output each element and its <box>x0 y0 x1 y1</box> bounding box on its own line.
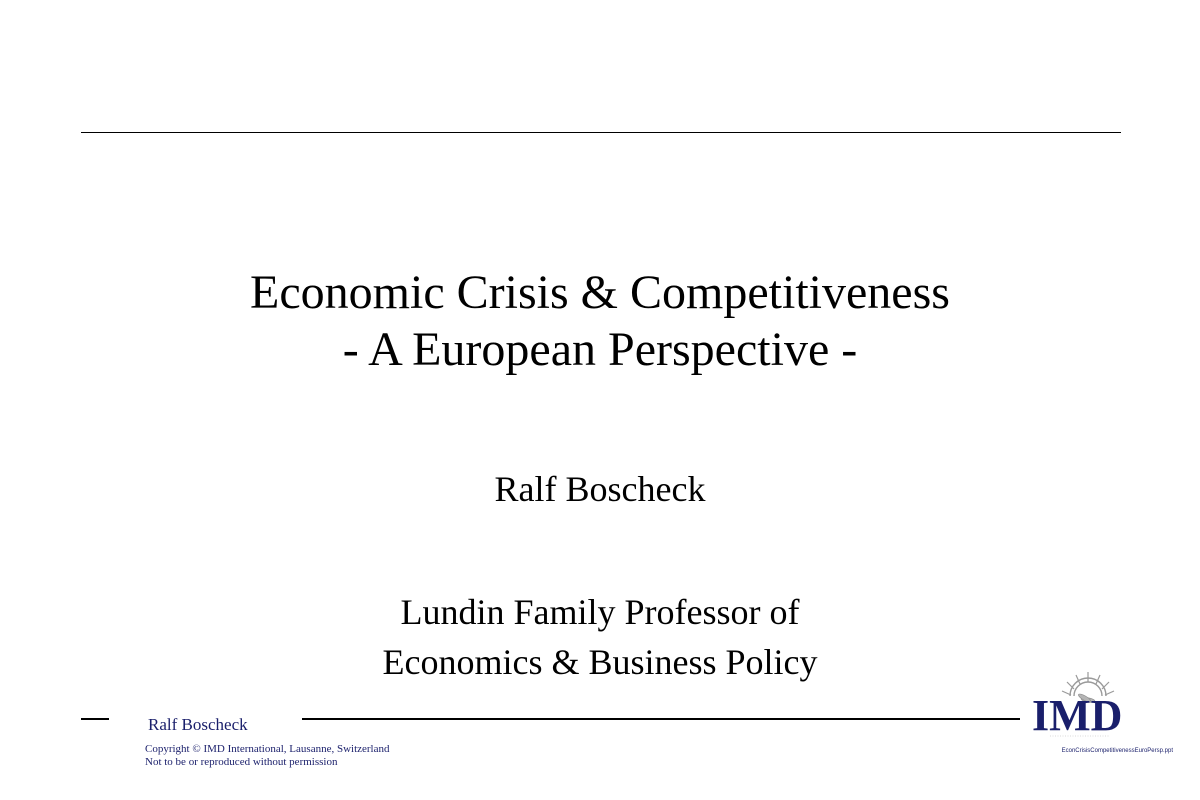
logo-text: IMD <box>1032 691 1123 740</box>
presenter-title-line-2: Economics & Business Policy <box>382 642 818 682</box>
presenter-title-line-1: Lundin Family Professor of <box>400 592 800 632</box>
file-name: EconCrisisCompetitivenessEuroPersp.ppt <box>1061 748 1173 754</box>
top-divider <box>81 132 1121 133</box>
slide-title <box>0 264 1200 378</box>
copyright-notice <box>145 743 390 769</box>
presenter-name: Ralf Boscheck <box>494 469 706 509</box>
footer-divider-main <box>302 718 1020 720</box>
copyright-line-2: Not to be or reproduced without permission <box>145 756 338 768</box>
copyright-line-1: Copyright © IMD International, Lausanne, Switzerland <box>145 743 390 755</box>
imd-logo-icon <box>1030 662 1125 740</box>
title-line-2: - A European Perspective - <box>342 323 858 376</box>
footer-author: Ralf Boscheck <box>148 715 248 734</box>
presenter-title <box>0 587 1200 687</box>
footer-divider-left <box>81 718 109 720</box>
title-line-1: Economic Crisis & Competitiveness <box>250 266 950 319</box>
